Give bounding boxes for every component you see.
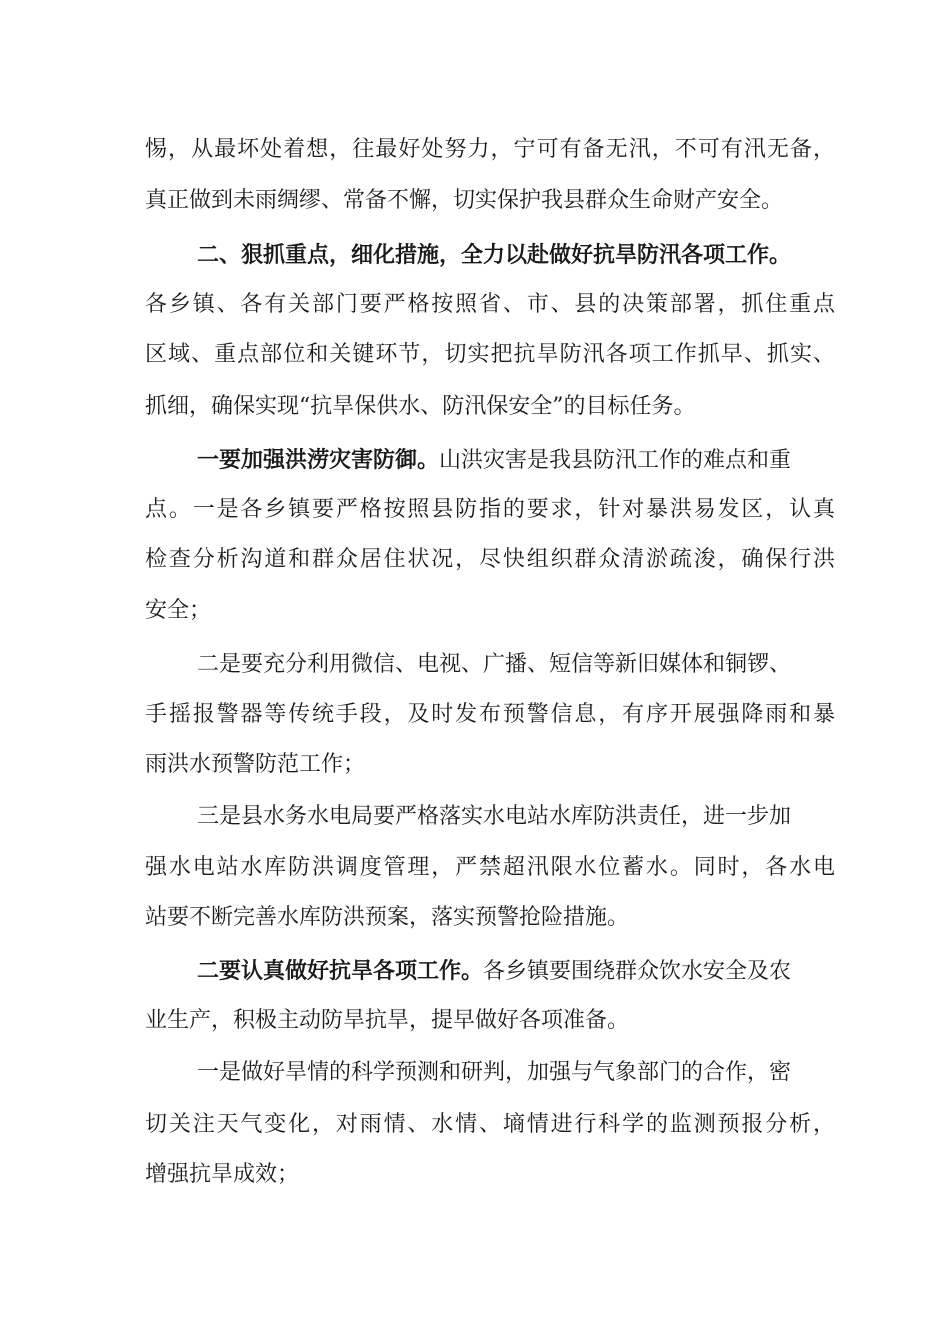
text-line	[197, 802, 835, 832]
text-span: 增强抗旱成效；	[145, 1162, 300, 1187]
text-line	[145, 750, 835, 780]
bold-lead-span: 二要认真做好抗旱各项工作。	[197, 958, 484, 984]
heading-span: 二、狠抓重点，细化措施，全力以赴做好抗旱防汛各项工作。	[197, 242, 792, 268]
text-line	[197, 956, 835, 987]
text-line	[145, 853, 835, 883]
text-line	[145, 903, 835, 933]
bold-lead-span: 一要加强洪涝灾害防御。	[197, 447, 440, 473]
text-span: 区域、重点部位和关键环节，切实把抗旱防汛各项工作抓早、抓实、	[145, 342, 835, 367]
text-span: 各乡镇、各有关部门要严格按照省、市、县的决策部署，抓住重点	[145, 292, 835, 317]
text-line	[145, 135, 835, 165]
text-span: 二是要充分利用微信、电视、广播、短信等新旧媒体和铜锣、	[197, 652, 792, 677]
text-line	[145, 700, 835, 730]
text-span: 点。一是各乡镇要严格按照县防指的要求，针对暴洪易发区，认真	[145, 497, 835, 522]
text-line	[197, 650, 835, 680]
text-line	[197, 445, 835, 476]
text-line	[145, 1006, 835, 1036]
text-span: 一是做好旱情的科学预测和研判，加强与气象部门的合作，密	[197, 1060, 792, 1085]
text-line	[145, 186, 835, 216]
text-span: 各乡镇要围绕群众饮水安全及农	[483, 959, 792, 984]
text-span: 山洪灾害是我县防汛工作的难点和重	[439, 448, 792, 473]
text-line	[145, 340, 835, 370]
text-span: 安全；	[145, 598, 212, 623]
text-span: 抓细，确保实现“抗旱保供水、防汛保安全”的目标任务。	[145, 394, 696, 419]
text-span: 真正做到未雨绸缪、常备不懈，切实保护我县群众生命财产安全。	[145, 188, 784, 213]
text-span: 雨洪水预警防范工作；	[145, 752, 366, 777]
text-line	[145, 392, 835, 422]
text-line	[145, 1160, 835, 1190]
text-span: 业生产，积极主动防旱抗旱，提早做好各项准备。	[145, 1008, 630, 1033]
text-span: 检查分析沟道和群众居住状况，尽快组织群众清淤疏浚，确保行洪	[145, 547, 835, 572]
text-line	[197, 1058, 835, 1088]
text-span: 站要不断完善水库防洪预案，落实预警抢险措施。	[145, 905, 630, 930]
text-line	[145, 1110, 835, 1140]
text-span: 切关注天气变化，对雨情、水情、墒情进行科学的监测预报分析，	[145, 1112, 835, 1137]
text-span: 惕，从最坏处着想，往最好处努力，宁可有备无汛，不可有汛无备，	[145, 137, 835, 162]
section-heading	[197, 240, 835, 270]
text-line	[145, 495, 835, 525]
text-line	[145, 290, 835, 320]
text-span: 三是县水务水电局要严格落实水电站水库防洪责任，进一步加	[197, 804, 792, 829]
text-line	[145, 545, 835, 575]
text-span: 强水电站水库防洪调度管理，严禁超汛限水位蓄水。同时，各水电	[145, 855, 835, 880]
text-span: 手摇报警器等传统手段，及时发布预警信息，有序开展强降雨和暴	[145, 702, 835, 727]
text-line	[145, 596, 835, 626]
